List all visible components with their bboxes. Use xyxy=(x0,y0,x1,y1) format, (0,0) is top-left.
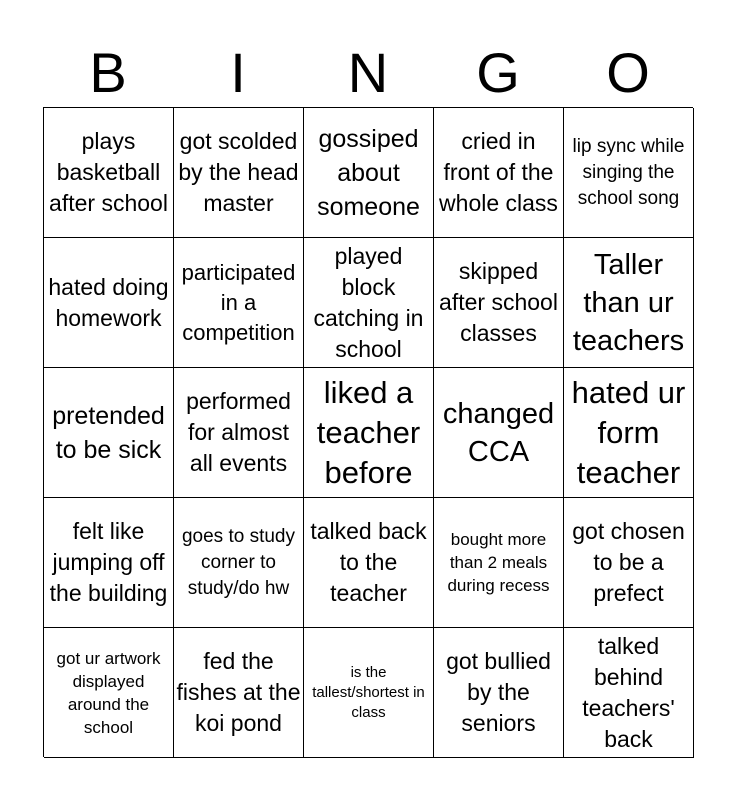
bingo-cell[interactable] xyxy=(174,628,304,758)
bingo-cell[interactable] xyxy=(304,498,434,628)
cell-text: played block catching in school xyxy=(313,242,424,362)
bingo-cell[interactable] xyxy=(304,628,434,758)
bingo-cell[interactable] xyxy=(304,368,434,498)
header-letter-n: N xyxy=(347,41,389,104)
bingo-cell[interactable] xyxy=(434,628,564,758)
bingo-cell[interactable] xyxy=(564,108,694,238)
bingo-cell[interactable] xyxy=(174,368,304,498)
cell-text: liked a teacher before xyxy=(316,374,421,490)
bingo-cell[interactable] xyxy=(174,238,304,368)
bingo-cell[interactable] xyxy=(44,498,174,628)
bingo-cell[interactable] xyxy=(174,498,304,628)
cell-text: is the tallest/shortest in class xyxy=(312,663,425,721)
cell-text: skipped after school classes xyxy=(439,258,558,346)
header-letter-g: G xyxy=(476,41,520,104)
cell-text: fed the fishes at the koi pond xyxy=(176,648,301,736)
bingo-cell[interactable] xyxy=(434,238,564,368)
bingo-cell[interactable] xyxy=(434,108,564,238)
bingo-cell[interactable] xyxy=(44,238,174,368)
cell-text: lip sync while singing the school song xyxy=(572,135,685,209)
header-letter-o: O xyxy=(606,41,650,104)
bingo-header xyxy=(43,38,693,108)
bingo-cell[interactable] xyxy=(44,628,174,758)
header-letter-i: I xyxy=(230,41,246,104)
cell-text: got ur artwork displayed around the school xyxy=(56,648,161,737)
cell-text: hated doing homework xyxy=(48,273,169,331)
cell-text: participated in a competition xyxy=(181,259,296,345)
bingo-cell[interactable] xyxy=(564,368,694,498)
cell-text: got chosen to be a prefect xyxy=(572,518,685,606)
cell-text: got scolded by the head master xyxy=(178,128,299,216)
header-letter-b: B xyxy=(89,41,127,104)
bingo-cell[interactable] xyxy=(564,238,694,368)
bingo-cell[interactable] xyxy=(564,498,694,628)
cell-text: Taller than ur teachers xyxy=(572,248,685,357)
cell-text: performed for almost all events xyxy=(186,388,291,476)
cell-text: goes to study corner to study/do hw xyxy=(181,525,296,599)
bingo-cell[interactable] xyxy=(174,108,304,238)
cell-text: changed CCA xyxy=(442,397,555,468)
bingo-cell[interactable] xyxy=(564,628,694,758)
cell-text: hated ur form teacher xyxy=(571,374,686,490)
cell-text: bought more than 2 meals during recess xyxy=(447,530,550,595)
bingo-cell[interactable] xyxy=(44,368,174,498)
bingo-cell[interactable] xyxy=(304,238,434,368)
cell-text: talked back to the teacher xyxy=(310,518,427,606)
cell-text: felt like jumping off the building xyxy=(49,518,168,606)
bingo-board xyxy=(43,107,693,757)
bingo-cell[interactable] xyxy=(434,498,564,628)
cell-text: gossiped about someone xyxy=(317,124,420,221)
cell-text: got bullied by the seniors xyxy=(446,648,551,736)
cell-text: plays basketball after school xyxy=(49,128,168,216)
bingo-cell[interactable] xyxy=(434,368,564,498)
cell-text: talked behind teachers' back xyxy=(582,632,675,752)
bingo-cell[interactable] xyxy=(304,108,434,238)
cell-text: cried in front of the whole class xyxy=(439,128,558,216)
cell-text: pretended to be sick xyxy=(52,401,165,464)
bingo-cell[interactable] xyxy=(44,108,174,238)
